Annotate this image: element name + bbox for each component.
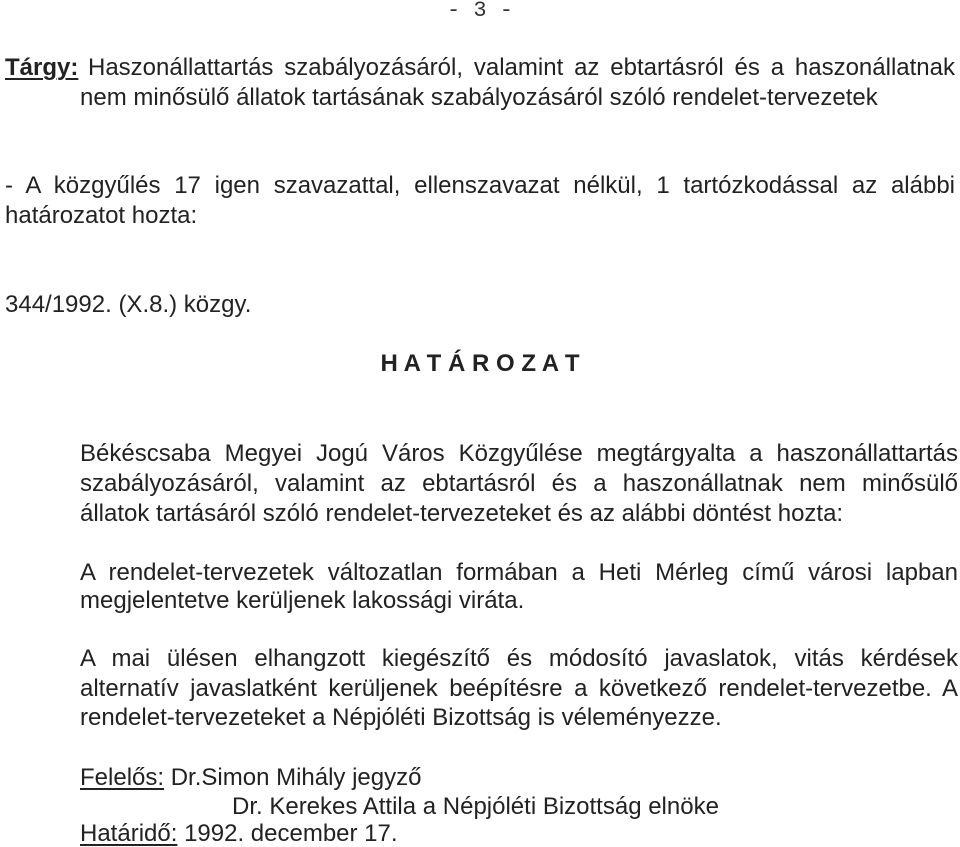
responsible-line bbox=[80, 766, 421, 790]
page-number: - 3 - bbox=[446, 0, 513, 23]
vote-statement-line-1: - A közgyűlés 17 igen szavazattal, ellenszavazat nélkül, 1 tartózkodással az alábbi bbox=[5, 172, 955, 199]
paragraph-line: állatok tartásáról szóló rendelet-tervezeteket és az alábbi döntést hozta: bbox=[80, 500, 844, 527]
subject-label: Tárgy: bbox=[5, 54, 79, 81]
responsible-person-1: Dr.Simon Mihály jegyző bbox=[170, 764, 422, 791]
deadline-label: Határidő: bbox=[80, 820, 178, 847]
resolution-number: 344/1992. (X.8.) közgy. bbox=[5, 291, 252, 318]
paragraph-line: A rendelet-tervezetek változatlan formában a Heti Mérleg című városi lapban bbox=[80, 559, 958, 586]
paragraph-line: Békéscsaba Megyei Jogú Város Közgyűlése megtárgyalta a haszonállattartás bbox=[80, 440, 958, 467]
paragraph-line: A mai ülésen elhangzott kiegészítő és módosító javaslatok, vitás kérdések bbox=[80, 645, 958, 672]
subject-line-2: nem minősülő állatok tartásának szabályozásáról szóló rendelet-tervezetek bbox=[80, 84, 878, 111]
paragraph-line: szabályozásáról, valamint az ebtartásról és a haszonállatnak nem minősülő bbox=[80, 470, 958, 497]
deadline-value: 1992. december 17. bbox=[184, 820, 398, 847]
paragraph-line: megjelentetve kerüljenek lakossági viráta. bbox=[80, 587, 525, 614]
paragraph-line: rendelet-tervezeteket a Népjóléti Bizottság is véleményezze. bbox=[80, 704, 722, 731]
responsible-person-2: Dr. Kerekes Attila a Népjóléti Bizottság elnöke bbox=[232, 793, 719, 820]
paragraph-line: alternatív javaslatként kerüljenek beépítésre a következő rendelet-tervezetbe. A bbox=[80, 675, 958, 702]
vote-statement-line-2: határozatot hozta: bbox=[5, 202, 198, 229]
responsible-label: Felelős: bbox=[80, 764, 165, 791]
resolution-heading: H A T Á R O Z A T bbox=[380, 350, 580, 377]
deadline-line bbox=[80, 822, 398, 846]
subject-line-1: Haszonállattartás szabályozásáról, valamint az ebtartásról és a haszonállatnak bbox=[88, 54, 955, 81]
